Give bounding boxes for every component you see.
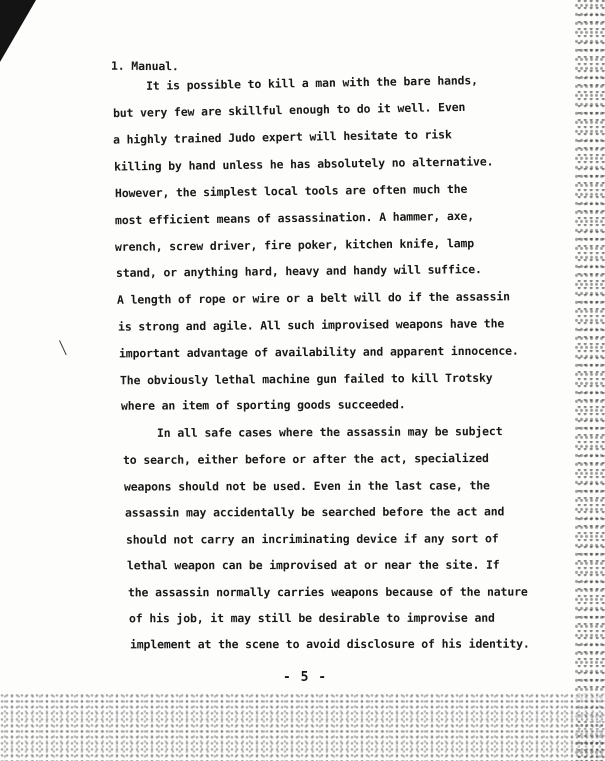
text-line: to search, either before or after the act, specialized [122,451,489,467]
section-heading: 1. Manual. [110,58,179,74]
text-line: most efficient means of assassination. A hammer, axe, [114,208,475,228]
text-line: important advantage of availability and apparent innocence. [118,343,519,361]
text-line: A length of rope or wire or a belt will do if the assassin [116,289,510,307]
text-line: of his job, it may still be desirable to improvise and [128,610,495,626]
text-line: assassin may accidentally be searched before the act and [124,504,505,520]
text-line: lethal weapon can be improvised at or near the site. If [126,557,500,573]
text-line: The obviously lethal machine gun failed to kill Trotsky [119,370,493,388]
text-line: killing by hand unless he has absolutely no alternative. [113,154,494,174]
text-line: wrench, screw driver, fire poker, kitchen knife, lamp [114,236,475,254]
text-line: stand, or anything hard, heavy and handy will suffice. [115,262,482,280]
text-line: However, the simplest local tools are often much the [114,181,468,201]
text-line: should not carry an incriminating device if any sort of [125,531,499,547]
text-line: where an item of sporting goods succeeded. [120,397,406,413]
text-line: implement at the scene to avoid disclosure of his identity. [129,636,530,652]
text-line: weapons should not be used. Even in the last case, the [123,478,490,494]
text-line: It is possible to kill a man with the bare hands, [145,73,479,93]
text-line: a highly trained Judo expert will hesitate to risk [112,127,452,147]
text-line: is strong and agile. All such improvised weapons have the [117,316,505,334]
text-line: the assassin normally carries weapons because of the nature [127,584,528,600]
page-number: - 5 - [283,670,328,685]
text-line: In all safe cases where the assassin may be subject [156,424,503,440]
text-line: but very few are skillful enough to do it well. Even [112,99,466,121]
